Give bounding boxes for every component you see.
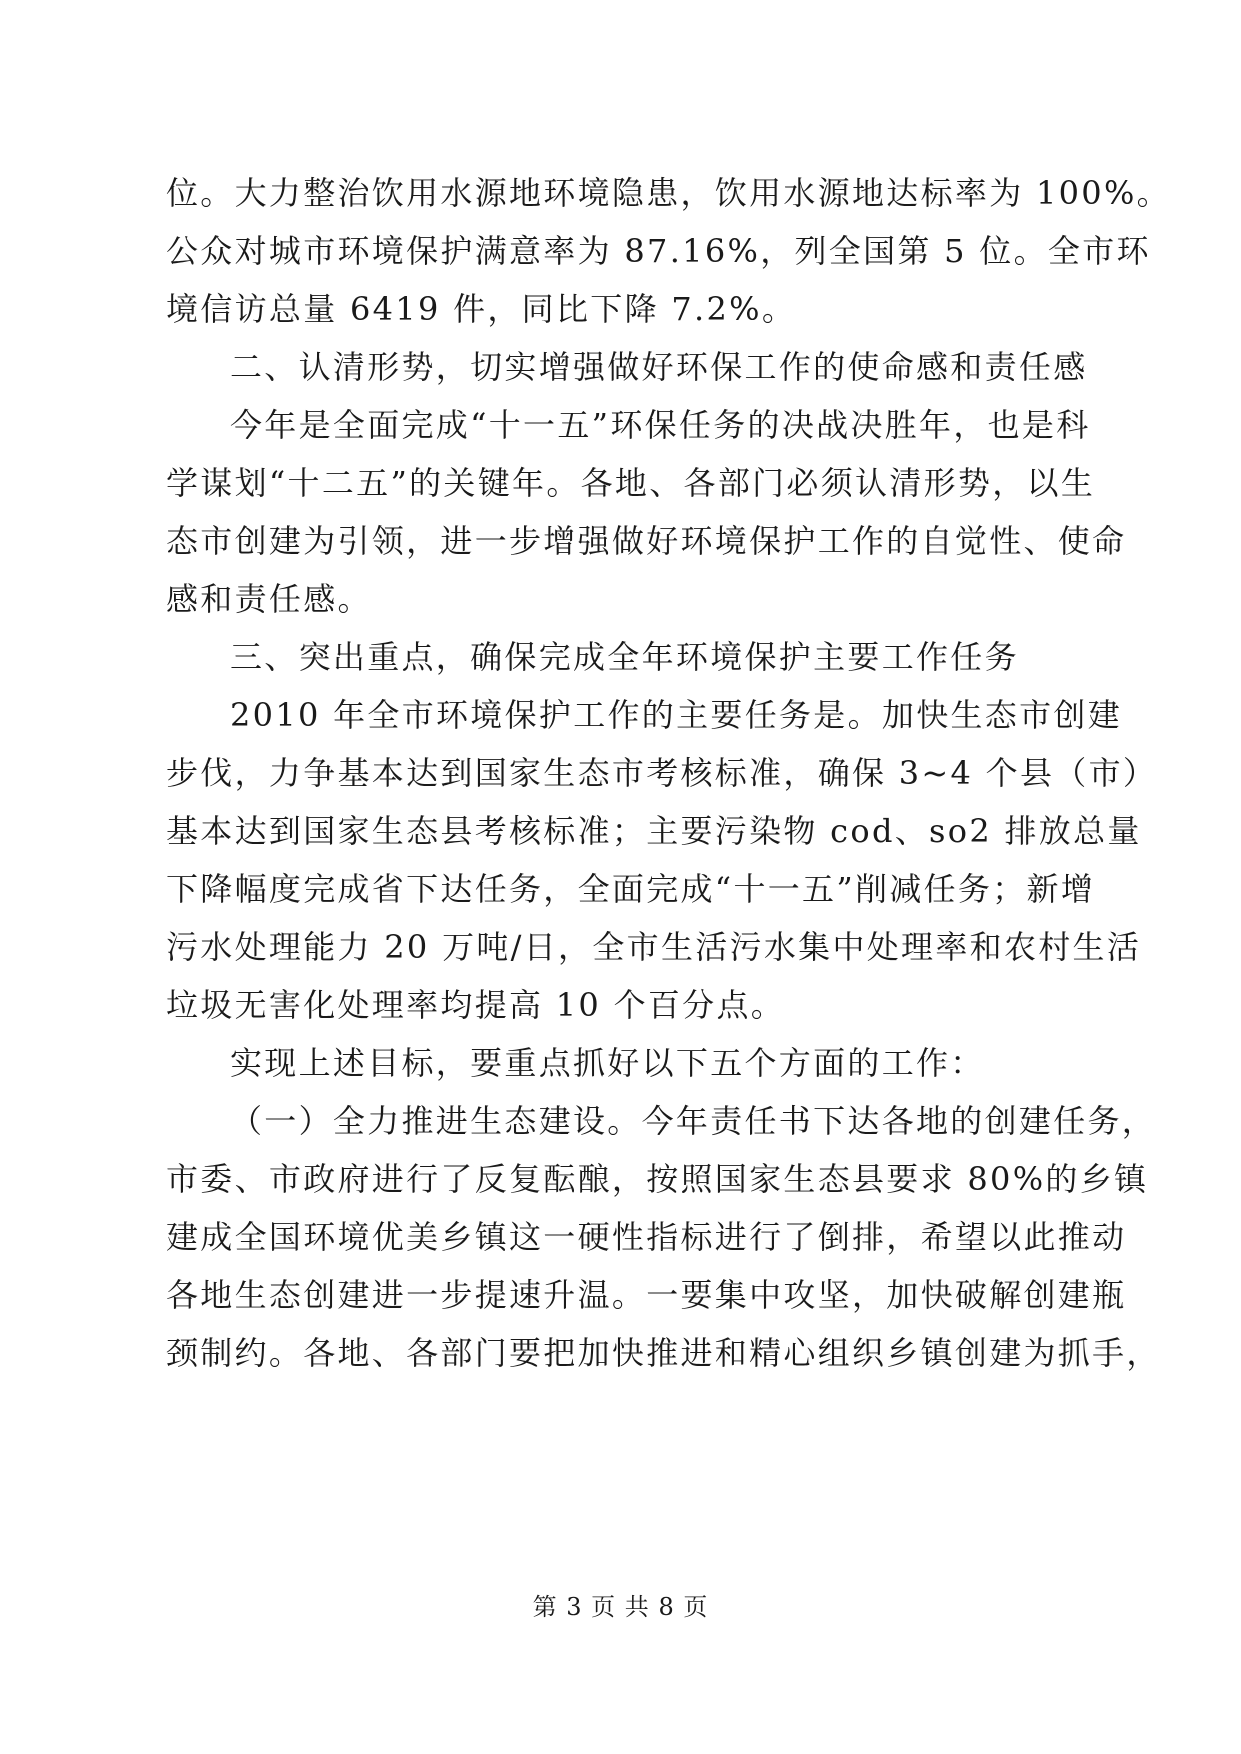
body-line: 建成全国环境优美乡镇这一硬性指标进行了倒排，希望以此推动: [166, 1218, 1127, 1256]
body-line: 今年是全面完成“十一五”环保任务的决战决胜年，也是科: [230, 406, 1091, 444]
body-line: 位。大力整治饮用水源地环境隐患，饮用水源地达标率为 100%。: [166, 174, 1171, 212]
body-line: 境信访总量 6419 件，同比下降 7.2%。: [166, 290, 797, 328]
body-line: 步伐，力争基本达到国家生态市考核标准，确保 3~4 个县（市）: [166, 754, 1158, 792]
body-line: 下降幅度完成省下达任务，全面完成“十一五”削减任务；新增: [166, 870, 1096, 908]
body-line: 态市创建为引领，进一步增强做好环境保护工作的自觉性、使命: [166, 522, 1127, 560]
body-line: 市委、市政府进行了反复酝酿，按照国家生态县要求 80%的乡镇: [166, 1160, 1149, 1198]
body-line: 2010 年全市环境保护工作的主要任务是。加快生态市创建: [230, 696, 1123, 734]
section-heading: 三、突出重点，确保完成全年环境保护主要工作任务: [230, 638, 1019, 676]
section-heading: 二、认清形势，切实增强做好环保工作的使命感和责任感: [230, 348, 1088, 386]
body-line: 颈制约。各地、各部门要把加快推进和精心组织乡镇创建为抓手，: [166, 1334, 1161, 1372]
page-footer: 第 3 页 共 8 页: [532, 1593, 709, 1621]
body-line: 实现上述目标，要重点抓好以下五个方面的工作：: [230, 1044, 985, 1082]
body-line: 各地生态创建进一步提速升温。一要集中攻坚，加快破解创建瓶: [166, 1276, 1127, 1314]
body-line: 污水处理能力 20 万吨/日，全市生活污水集中处理率和农村生活: [166, 928, 1142, 966]
body-line: 感和责任感。: [166, 580, 372, 618]
body-line: 基本达到国家生态县考核标准；主要污染物 cod、so2 排放总量: [166, 812, 1142, 850]
body-line: 公众对城市环境保护满意率为 87.16%，列全国第 5 位。全市环: [166, 232, 1151, 270]
body-line: 学谋划“十二五”的关键年。各地、各部门必须认清形势，以生: [166, 464, 1096, 502]
body-line: 垃圾无害化处理率均提高 10 个百分点。: [166, 986, 786, 1024]
subsection-line: （一）全力推进生态建设。今年责任书下达各地的创建任务，: [230, 1102, 1157, 1140]
